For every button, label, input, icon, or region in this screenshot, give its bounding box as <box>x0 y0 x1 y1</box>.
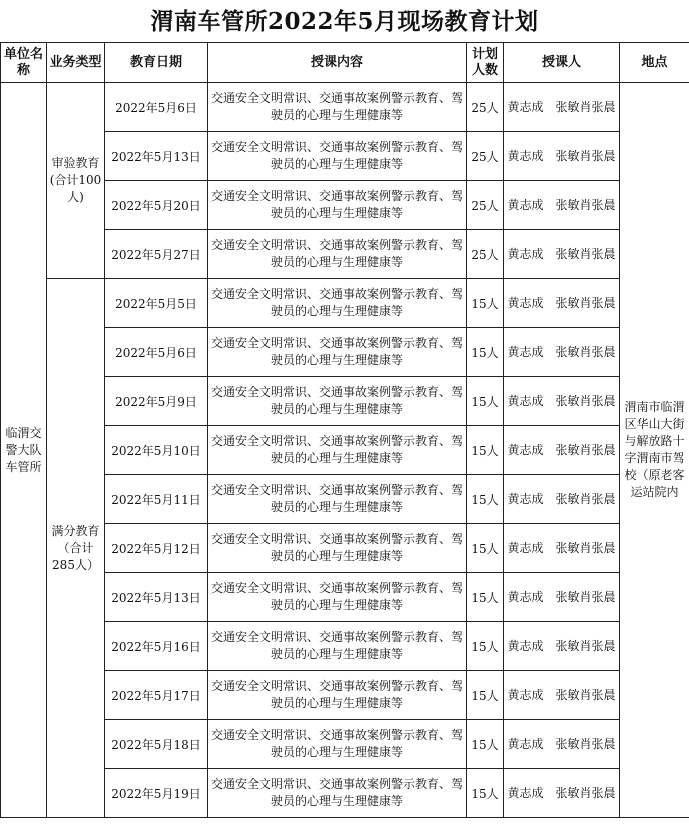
count-cell: 15人 <box>467 769 504 818</box>
lecturers-cell: 黄志成 张敏肖张晨 <box>504 83 620 132</box>
content-cell: 交通安全文明常识、交通事故案例警示教育、驾驶员的心理与生理健康等 <box>208 671 467 720</box>
date-cell: 2022年5月17日 <box>105 671 208 720</box>
date-cell: 2022年5月13日 <box>105 132 208 181</box>
header-row <box>1 43 689 83</box>
header-planned-count: 计划人数 <box>467 43 504 83</box>
date-cell: 2022年5月20日 <box>105 181 208 230</box>
count-cell: 25人 <box>467 230 504 279</box>
content-cell: 交通安全文明常识、交通事故案例警示教育、驾驶员的心理与生理健康等 <box>208 377 467 426</box>
lecturers-cell: 黄志成 张敏肖张晨 <box>504 132 620 181</box>
count-cell: 15人 <box>467 671 504 720</box>
table-row <box>1 769 689 818</box>
content-cell: 交通安全文明常识、交通事故案例警示教育、驾驶员的心理与生理健康等 <box>208 426 467 475</box>
content-cell: 交通安全文明常识、交通事故案例警示教育、驾驶员的心理与生理健康等 <box>208 524 467 573</box>
date-cell: 2022年5月9日 <box>105 377 208 426</box>
table-row <box>1 573 689 622</box>
lecturers-cell: 黄志成 张敏肖张晨 <box>504 426 620 475</box>
header-unit: 单位名称 <box>1 43 47 83</box>
business-type-review: 审验教育(合计100人) <box>47 83 105 279</box>
table-row <box>1 524 689 573</box>
count-cell: 15人 <box>467 573 504 622</box>
date-cell: 2022年5月6日 <box>105 328 208 377</box>
count-cell: 15人 <box>467 328 504 377</box>
table-row <box>1 181 689 230</box>
content-cell: 交通安全文明常识、交通事故案例警示教育、驾驶员的心理与生理健康等 <box>208 279 467 328</box>
count-cell: 15人 <box>467 720 504 769</box>
lecturers-cell: 黄志成 张敏肖张晨 <box>504 230 620 279</box>
date-cell: 2022年5月6日 <box>105 83 208 132</box>
table-row <box>1 328 689 377</box>
lecturers-cell: 黄志成 张敏肖张晨 <box>504 720 620 769</box>
header-business-type: 业务类型 <box>47 43 105 83</box>
table-row <box>1 426 689 475</box>
lecturers-cell: 黄志成 张敏肖张晨 <box>504 622 620 671</box>
header-date: 教育日期 <box>105 43 208 83</box>
page-title: 渭南车管所2022年5月现场教育计划 <box>150 8 539 35</box>
table-row <box>1 671 689 720</box>
date-cell: 2022年5月19日 <box>105 769 208 818</box>
lecturers-cell: 黄志成 张敏肖张晨 <box>504 475 620 524</box>
lecturers-cell: 黄志成 张敏肖张晨 <box>504 524 620 573</box>
education-plan-table <box>0 42 689 818</box>
content-cell: 交通安全文明常识、交通事故案例警示教育、驾驶员的心理与生理健康等 <box>208 622 467 671</box>
location-cell: 渭南市临渭区华山大街与解放路十字渭南市驾校（原老客运站院内 <box>620 83 689 818</box>
lecturers-cell: 黄志成 张敏肖张晨 <box>504 181 620 230</box>
table-row <box>1 622 689 671</box>
table-row <box>1 377 689 426</box>
content-cell: 交通安全文明常识、交通事故案例警示教育、驾驶员的心理与生理健康等 <box>208 83 467 132</box>
table-row <box>1 230 689 279</box>
content-cell: 交通安全文明常识、交通事故案例警示教育、驾驶员的心理与生理健康等 <box>208 769 467 818</box>
count-cell: 25人 <box>467 132 504 181</box>
count-cell: 15人 <box>467 622 504 671</box>
content-cell: 交通安全文明常识、交通事故案例警示教育、驾驶员的心理与生理健康等 <box>208 181 467 230</box>
count-cell: 15人 <box>467 377 504 426</box>
content-cell: 交通安全文明常识、交通事故案例警示教育、驾驶员的心理与生理健康等 <box>208 573 467 622</box>
table-row <box>1 132 689 181</box>
date-cell: 2022年5月27日 <box>105 230 208 279</box>
date-cell: 2022年5月13日 <box>105 573 208 622</box>
lecturers-cell: 黄志成 张敏肖张晨 <box>504 573 620 622</box>
table-row <box>1 279 689 328</box>
content-cell: 交通安全文明常识、交通事故案例警示教育、驾驶员的心理与生理健康等 <box>208 230 467 279</box>
header-content: 授课内容 <box>208 43 467 83</box>
date-cell: 2022年5月12日 <box>105 524 208 573</box>
count-cell: 15人 <box>467 475 504 524</box>
content-cell: 交通安全文明常识、交通事故案例警示教育、驾驶员的心理与生理健康等 <box>208 720 467 769</box>
lecturers-cell: 黄志成 张敏肖张晨 <box>504 377 620 426</box>
count-cell: 15人 <box>467 426 504 475</box>
table-row <box>1 720 689 769</box>
table-row <box>1 475 689 524</box>
business-type-full-score: 满分教育（合计285人） <box>47 279 105 818</box>
count-cell: 15人 <box>467 279 504 328</box>
count-cell: 25人 <box>467 181 504 230</box>
header-location: 地点 <box>620 43 689 83</box>
table-body <box>1 83 689 818</box>
lecturers-cell: 黄志成 张敏肖张晨 <box>504 328 620 377</box>
lecturers-cell: 黄志成 张敏肖张晨 <box>504 279 620 328</box>
date-cell: 2022年5月10日 <box>105 426 208 475</box>
content-cell: 交通安全文明常识、交通事故案例警示教育、驾驶员的心理与生理健康等 <box>208 132 467 181</box>
content-cell: 交通安全文明常识、交通事故案例警示教育、驾驶员的心理与生理健康等 <box>208 475 467 524</box>
lecturers-cell: 黄志成 张敏肖张晨 <box>504 671 620 720</box>
content-cell: 交通安全文明常识、交通事故案例警示教育、驾驶员的心理与生理健康等 <box>208 328 467 377</box>
lecturers-cell: 黄志成 张敏肖张晨 <box>504 769 620 818</box>
table-row <box>1 83 689 132</box>
header-lecturers: 授课人 <box>504 43 620 83</box>
date-cell: 2022年5月18日 <box>105 720 208 769</box>
unit-name-cell: 临渭交警大队车管所 <box>1 83 47 818</box>
date-cell: 2022年5月5日 <box>105 279 208 328</box>
date-cell: 2022年5月16日 <box>105 622 208 671</box>
date-cell: 2022年5月11日 <box>105 475 208 524</box>
count-cell: 15人 <box>467 524 504 573</box>
count-cell: 25人 <box>467 83 504 132</box>
